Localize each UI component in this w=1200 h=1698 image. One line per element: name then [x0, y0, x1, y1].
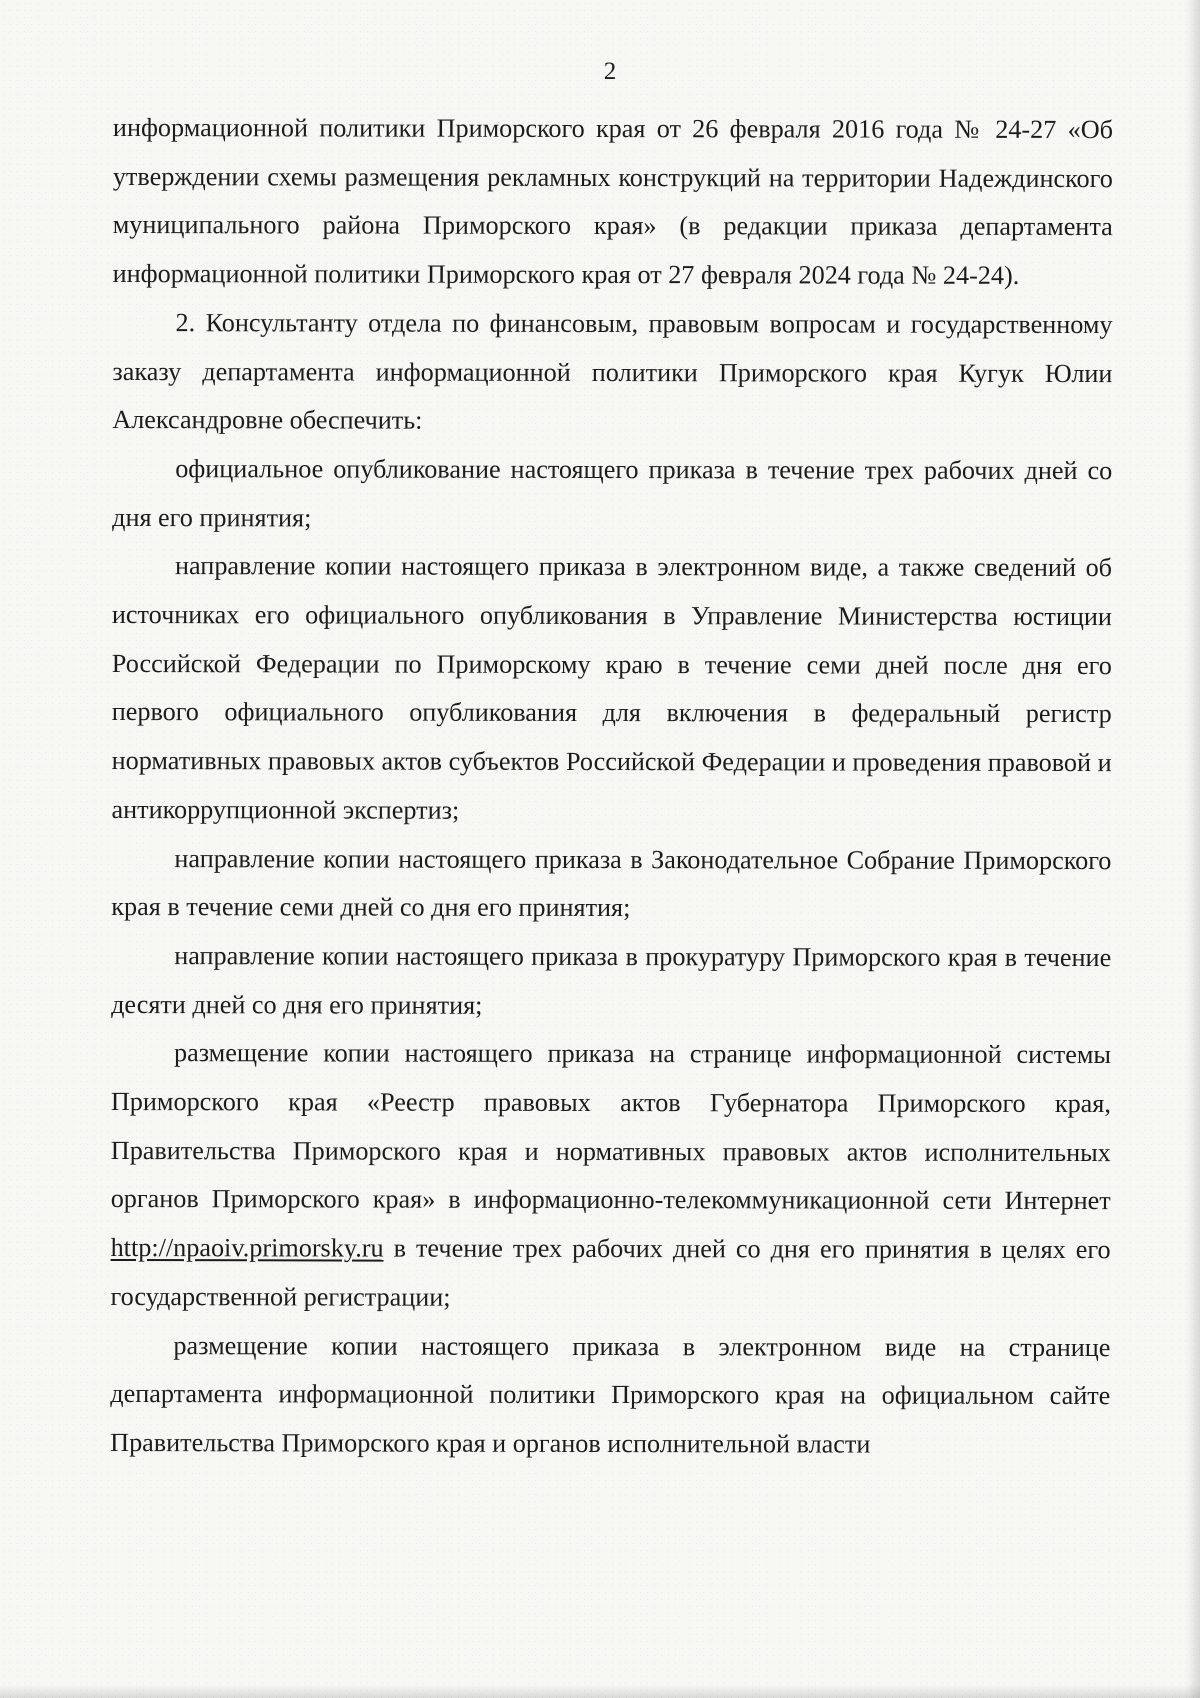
paragraph-official-publication: официальное опубликование настоящего приказа в течение трех рабочих дней со дня его принятия;	[112, 454, 1113, 533]
scan-edge-bottom	[0, 1684, 1200, 1698]
paragraph-legislative-assembly: направление копии настоящего приказа в Законодательное Собрание Приморского края в течение семи дней со дня его принятия;	[111, 843, 1112, 923]
paragraph-prosecutor-office: направление копии настоящего приказа в прокуратуру Приморского края в течение десяти дней со дня его принятия;	[111, 941, 1112, 1020]
page-number: 2	[603, 58, 617, 85]
registry-text-after: в течение трех рабочих дней со дня его принятия в целях его государственной регистрации;	[110, 1233, 1111, 1312]
paragraph-website-publication: размещение копии настоящего приказа в электронном виде на странице департамента информационной политики Приморского края на официальном сайте Правительства Приморского края и органов исполнительной власти	[110, 1330, 1111, 1459]
paragraph-scheme-reference: информационной политики Приморского края от 26 февраля 2016 года № 24-27 «Об утверждении схемы размещения рекламных конструкций на территории Надеждинского муниципального района Приморского края» (в редакции приказа департамента информационной политики Приморского края от 27 февраля 2024 года № 24-24).	[112, 112, 1113, 291]
registry-link[interactable]: http://npaoiv.primorsky.ru	[110, 1233, 384, 1263]
paragraph-ministry-of-justice: направление копии настоящего приказа в электронном виде, а также сведений об источниках его официального опубликования в Управление Министерства юстиции Российской Федерации по Приморскому краю в течение семи дней после дня его первого официального опубликования для включения в федеральный регистр нормативных правовых актов субъектов Российской Федерации и проведения правовой и антикоррупционной экспертиз;	[111, 551, 1113, 825]
paragraph-consultant-duties: 2. Консультанту отдела по финансовым, правовым вопросам и государственному заказу департамента информационной политики Приморского края Кугук Юлии Александровне обеспечить:	[112, 307, 1113, 435]
registry-text-before: размещение копии настоящего приказа на странице информационной системы Приморского края «Реестр правовых актов Губернатора Приморского края, Правительства Приморского края и нормативных правовых актов исполнительных органов Приморского края» в информационно-телекоммуникационной сети Интернет	[110, 1038, 1112, 1216]
scan-edge-right	[1186, 0, 1200, 1698]
document-body	[110, 104, 1113, 1470]
paragraph-registry-publication	[110, 1029, 1111, 1323]
